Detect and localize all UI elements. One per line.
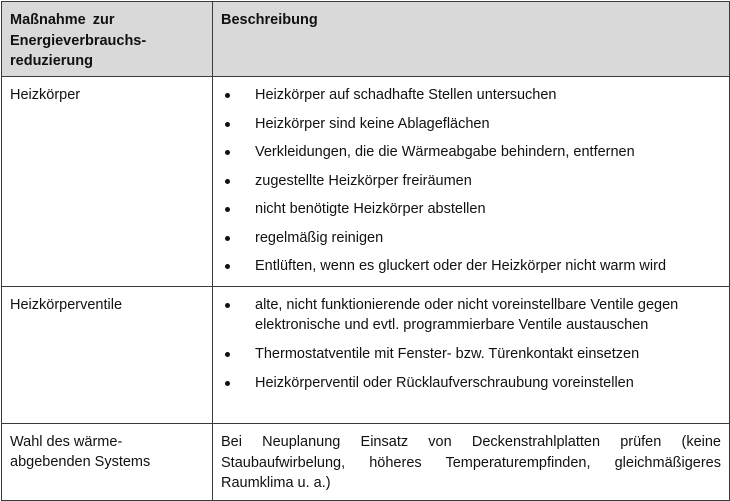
table-row <box>2 77 730 287</box>
list-item <box>221 344 721 364</box>
list-item-text: regelmäßig reinigen <box>255 229 384 246</box>
header-measure <box>2 2 213 77</box>
list-item-text: Heizkörper sind keine Ablageflächen <box>255 115 490 132</box>
header-description: Beschreibung <box>213 2 730 77</box>
list-item-text: Heizkörper auf schadhafte Stellen untersuchen <box>255 87 557 103</box>
header-measure-line: Energieverbrauchs- <box>10 32 147 49</box>
bullet-icon <box>225 352 230 357</box>
bullet-icon <box>225 93 230 98</box>
measure-line: abgebenden Systems <box>10 454 151 470</box>
description-paragraph: Bei Neuplanung Einsatz von Deckenstrahlplatten prüfen (keine Staubaufwirbelung, höheres Temperaturempfinden, gleichmäßigeres Raumklima u. a.) <box>221 434 721 491</box>
measure-cell <box>2 424 213 501</box>
bullet-icon <box>225 303 230 308</box>
header-measure-line: Maßnahme zur <box>10 12 115 28</box>
bullet-icon <box>225 236 230 241</box>
list-item-text: zugestellte Heizkörper freiräumen <box>255 172 472 189</box>
bullet-icon <box>225 179 230 184</box>
bullet-icon <box>225 122 230 127</box>
measure-cell: Heizkörperventile <box>2 287 213 424</box>
list-item <box>221 256 721 276</box>
list-item-text: alte, nicht funktionierende oder nicht voreinstellbare Ventile gegen elektronische und evtl. programmierbare Ventile austauschen <box>255 297 679 333</box>
measure-cell: Heizkörper <box>2 77 213 287</box>
bullet-icon <box>225 381 230 386</box>
table-row <box>2 424 730 501</box>
description-cell <box>213 424 730 501</box>
list-item <box>221 199 721 219</box>
list-item <box>221 228 721 248</box>
list-item <box>221 171 721 191</box>
list-item-text: Thermostatventile mit Fenster- bzw. Türenkontakt einsetzen <box>255 346 640 362</box>
list-item-text: Heizkörperventil oder Rücklaufverschraubung voreinstellen <box>255 374 634 391</box>
list-item-text: Verkleidungen, die die Wärmeabgabe behindern, entfernen <box>255 144 635 160</box>
description-cell <box>213 77 730 287</box>
list-item-text: Entlüften, wenn es gluckert oder der Heizkörper nicht warm wird <box>255 258 667 274</box>
bullet-icon <box>225 264 230 269</box>
list-item <box>221 142 721 162</box>
list-item <box>221 114 721 134</box>
table-row <box>2 287 730 424</box>
bullet-icon <box>225 150 230 155</box>
measure-line: Wahl des wärme- <box>10 434 123 450</box>
header-measure-line: reduzierung <box>10 53 93 69</box>
list-item <box>221 373 721 393</box>
table-header-row <box>2 2 730 77</box>
list-item <box>221 85 721 105</box>
bullet-list <box>221 295 721 393</box>
list-item-text: nicht benötigte Heizkörper abstellen <box>255 201 486 217</box>
energy-measures-table <box>1 1 730 501</box>
bullet-icon <box>225 207 230 212</box>
list-item <box>221 295 721 335</box>
bullet-list <box>221 85 721 276</box>
description-cell <box>213 287 730 424</box>
